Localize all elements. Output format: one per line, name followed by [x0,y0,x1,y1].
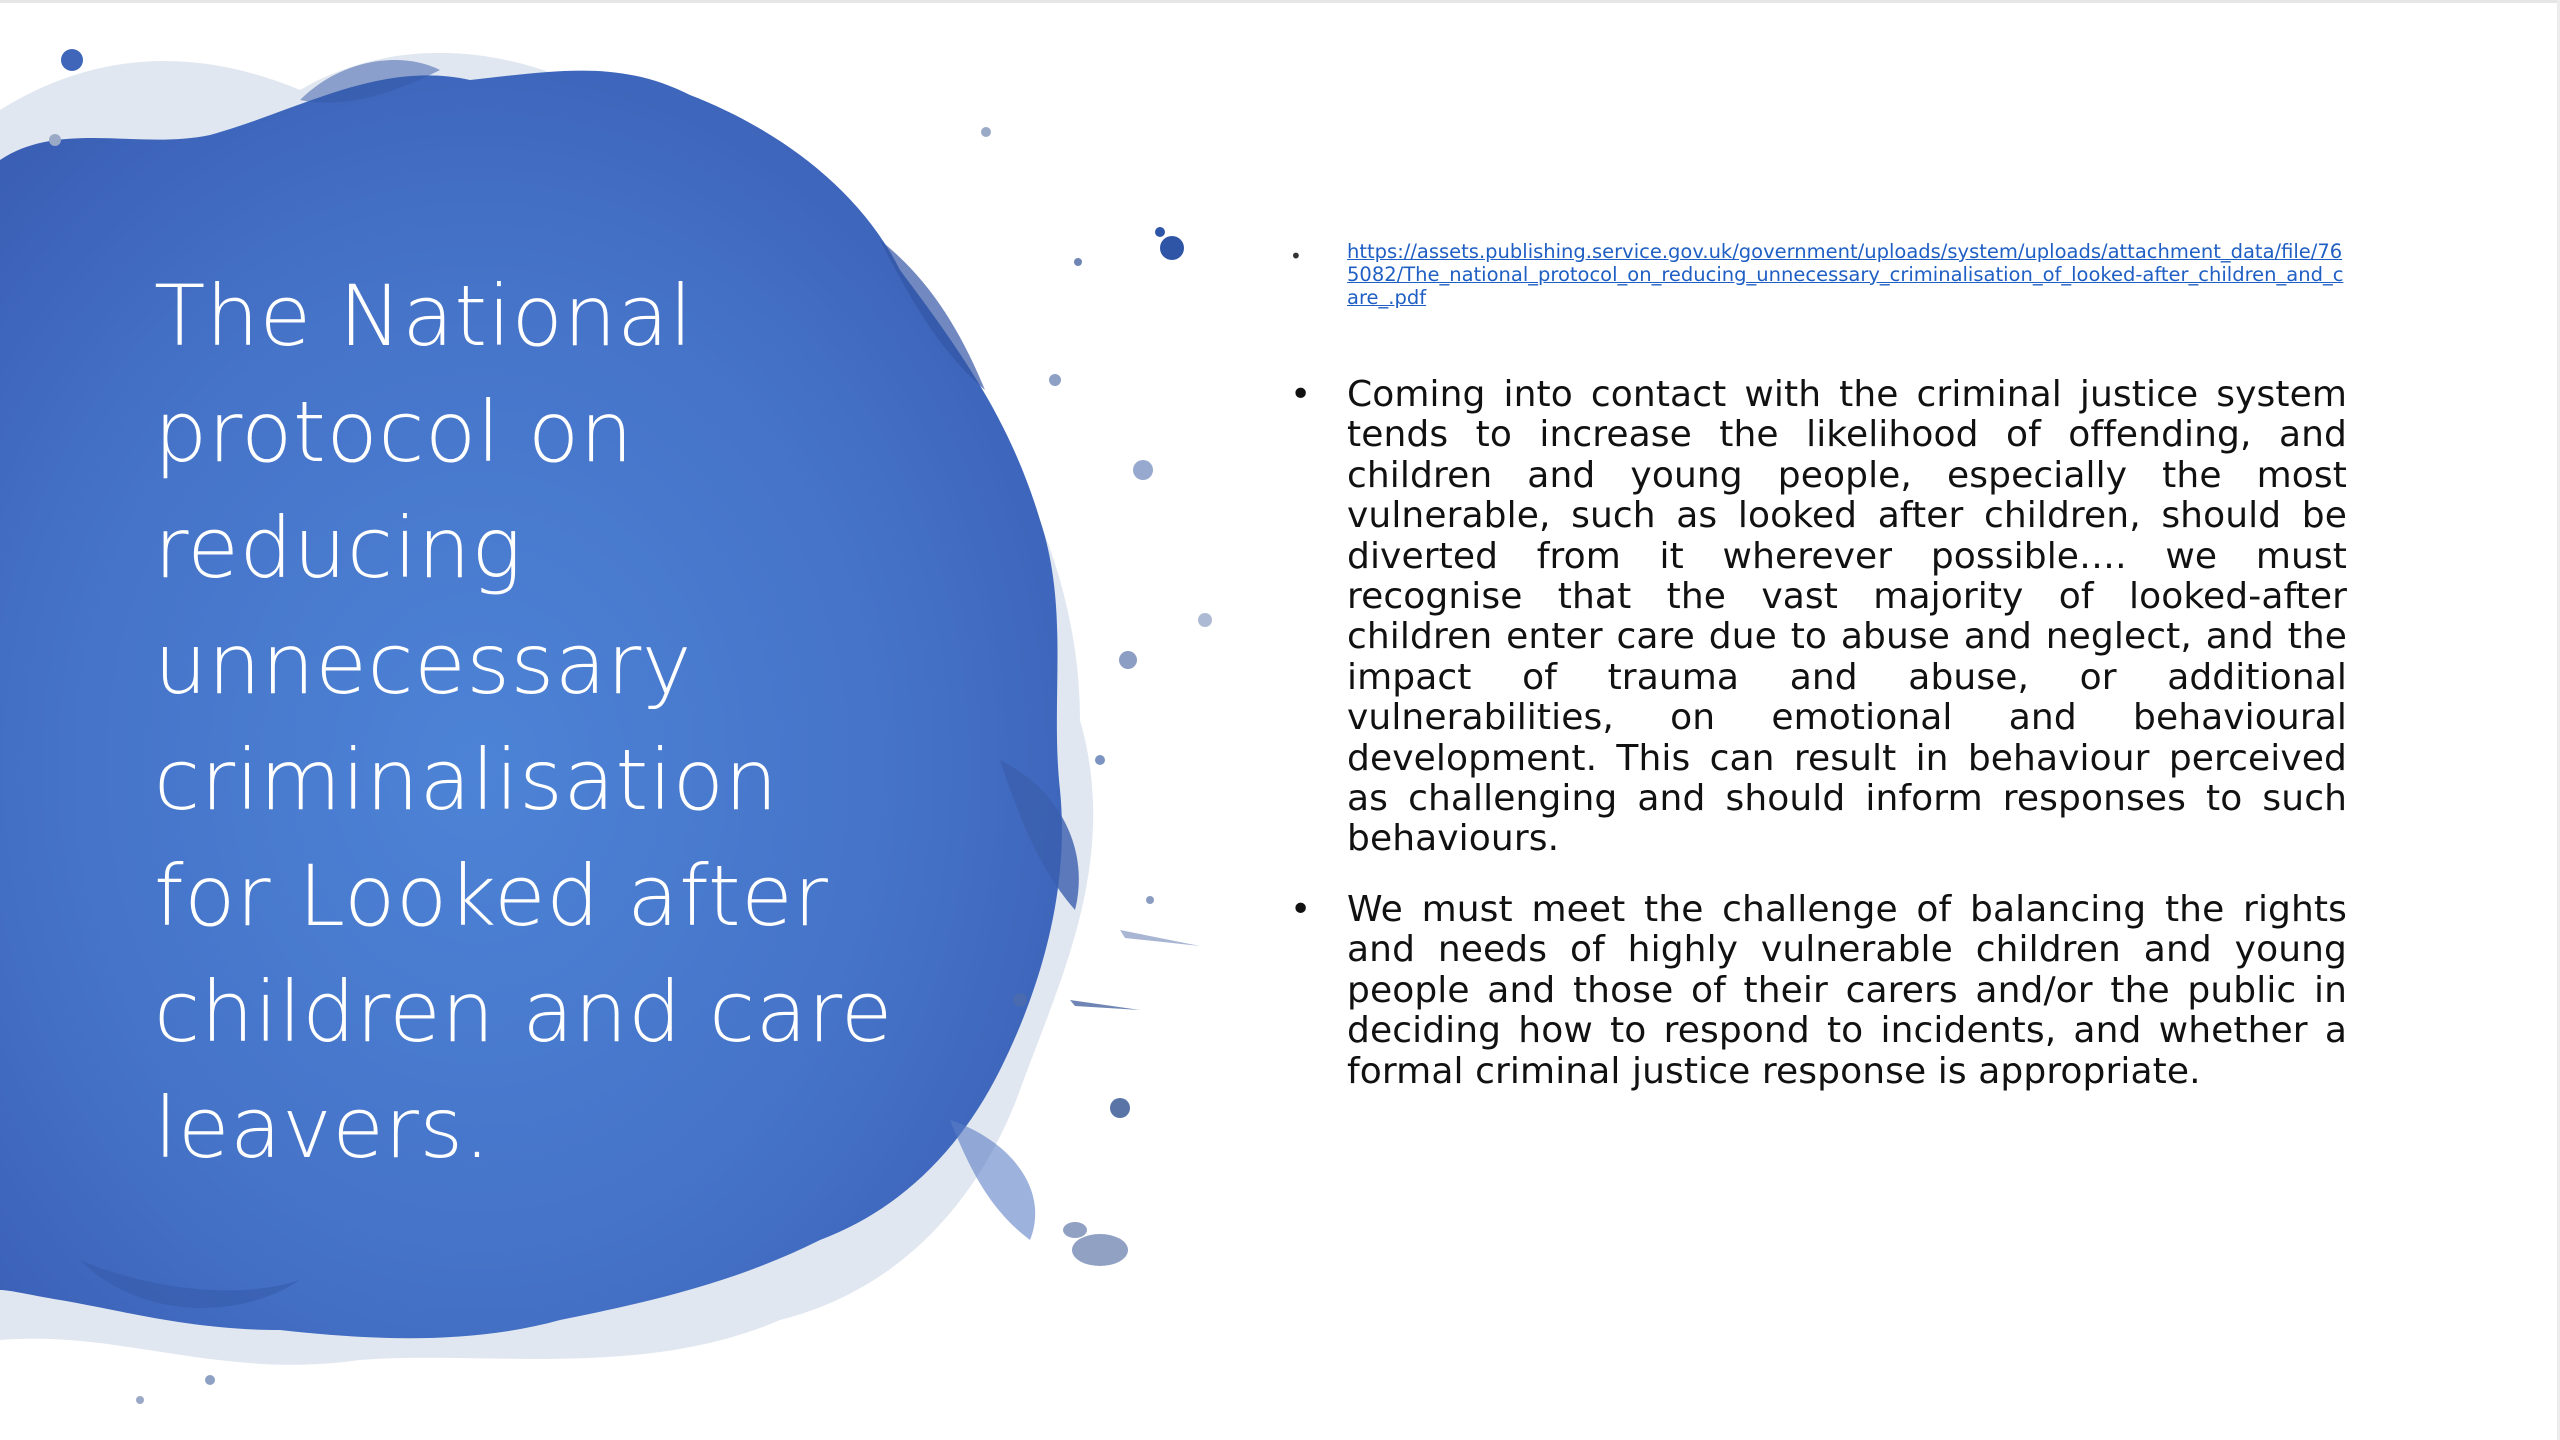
bullet-item-balancing-rights [1290,890,2375,1092]
bullet-marker: • [1290,888,1312,930]
bullet-item-criminal-justice [1290,375,2375,860]
bullet-list [1290,240,2375,1122]
bullet-item-link [1290,240,2375,309]
bullet-marker: • [1290,374,1312,415]
bullet-text: We must meet the challenge of balancing the rights and needs of highly vulnerable children and young people and those of their carers and/or the public in deciding how to respond to incidents, and whether a formal criminal justice response is appropriate. [1347,888,2347,1092]
slide-title: The National protocol on reducing unnecessary criminalisation for Looked after children and care leavers. [154,267,893,1177]
bullet-marker: • [1290,244,1302,268]
protocol-pdf-link[interactable]: https://assets.publishing.service.gov.uk/government/uploads/system/uploads/attachment_data/file/765082/The_national_protocol_on_reducing_unnecessary_criminalisation_of_looked-after_children_and_care_.pdf [1347,240,2344,309]
bullet-text: Coming into contact with the criminal justice system tends to increase the likelihood of offending, and children and young people, especially the most vulnerable, such as looked after children, should be diverted from it wherever possible…. we must recognise that the vast majority of looked-after children enter care due to abuse and neglect, and the impact of trauma and abuse, or additional vulnerabilities, on emotional and behavioural development. This can result in behaviour perceived as challenging and should inform responses to such behaviours. [1347,374,2347,860]
